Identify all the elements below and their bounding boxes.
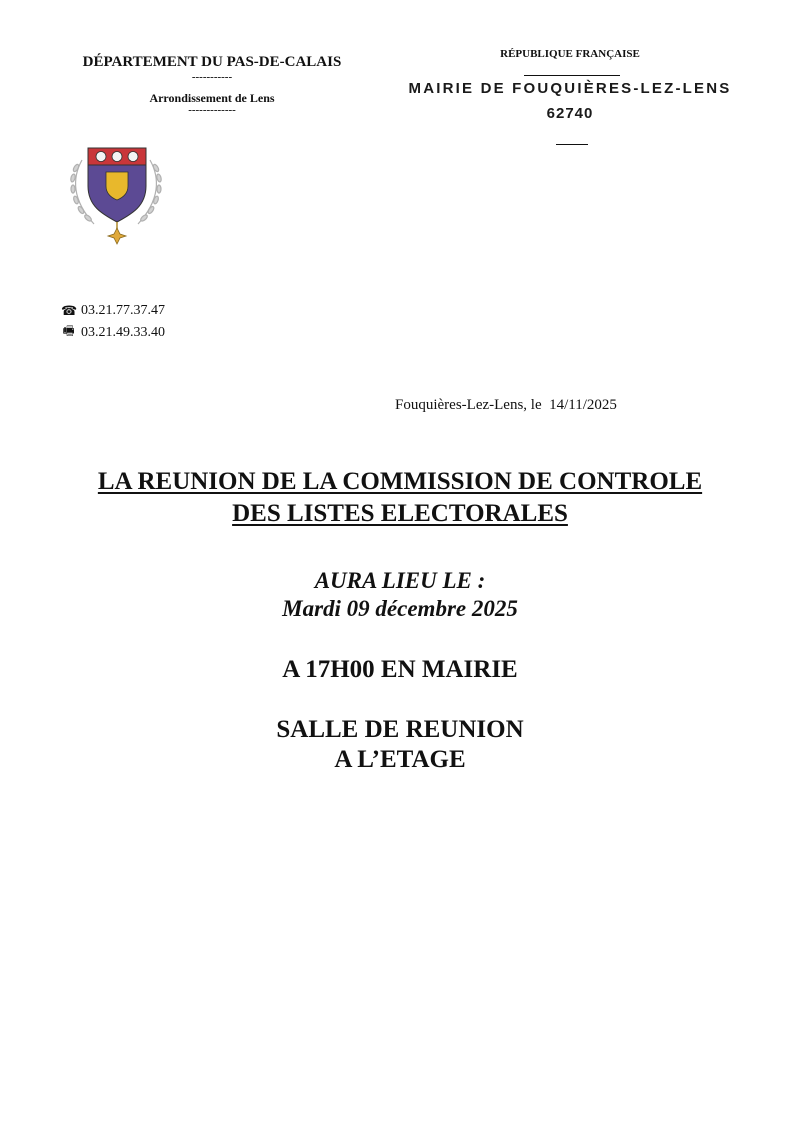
notice-title-line-2: DES LISTES ELECTORALES: [232, 500, 568, 527]
telephone-icon: ☎: [61, 303, 78, 319]
meeting-date: Mardi 09 décembre 2025: [282, 596, 518, 621]
arrondissement-separator: -------------: [188, 104, 236, 116]
notice-title-line-1: LA REUNION DE LA COMMISSION DE CONTROLE: [97, 468, 703, 495]
town-crest-logo: [60, 138, 172, 250]
phone-line: [61, 303, 165, 319]
when-label: AURA LIEU LE :: [314, 568, 486, 593]
place-and-date: Fouquières-Lez-Lens, le 14/11/2025: [395, 397, 617, 413]
medal-cross: [108, 228, 126, 244]
department-separator: -----------: [191, 71, 233, 83]
arrondissement-label: Arrondissement de Lens: [149, 91, 275, 105]
meeting-room-line-1: SALLE DE REUNION: [276, 716, 524, 743]
postcode: 62740: [546, 105, 594, 122]
phone-number: 03.21.77.37.47: [81, 303, 165, 318]
department-heading: DÉPARTEMENT DU PAS-DE-CALAIS: [82, 54, 342, 70]
republic-underline: [524, 75, 620, 76]
fax-icon: 🖷: [62, 324, 75, 339]
fax-number: 03.21.49.33.40: [81, 325, 165, 340]
postcode-underline: [556, 144, 588, 145]
fax-line: [61, 322, 165, 344]
meeting-room-line-2: A L’ETAGE: [334, 746, 466, 773]
meeting-time-place: A 17H00 EN MAIRIE: [282, 656, 518, 683]
town-hall-heading: MAIRIE DE FOUQUIÈRES-LEZ-LENS: [408, 80, 732, 97]
republic-heading: RÉPUBLIQUE FRANÇAISE: [500, 48, 640, 60]
